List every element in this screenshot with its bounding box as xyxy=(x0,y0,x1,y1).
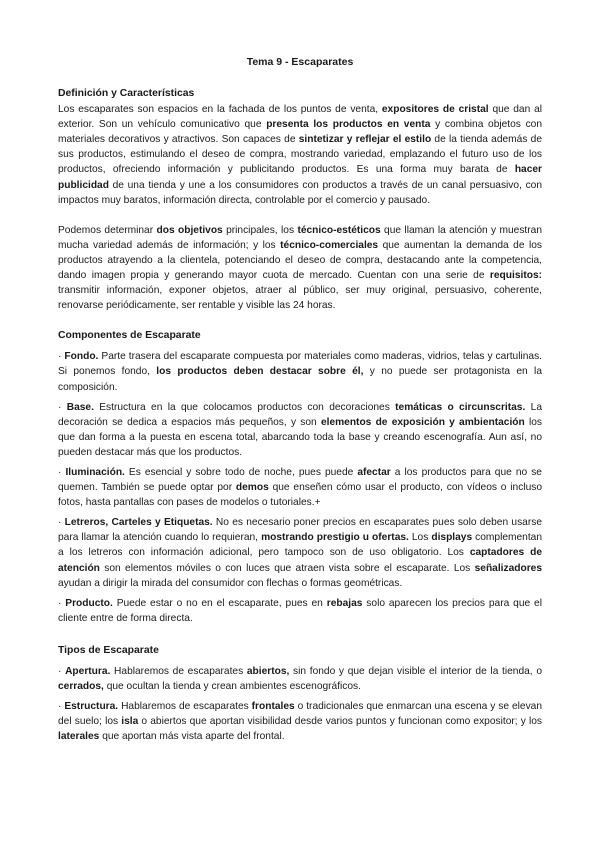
bold-phrase: rebajas xyxy=(326,597,363,609)
paragraph-definicion: Los escaparates son espacios en la fachada de los puntos de venta, expositores de cristal que dan al exterior. Son un vehículo comunicativo que presenta los productos en venta y combina objetos con materiales decorativos y atractivos. Son capaces de sintetizar y reflejar el estilo de la tienda además de sus productos, estimulando el deseo de compra, mostrando variedad, emplazando el futuro uso de los productos, ofreciendo información y publicitando productos. Es una forma muy barata de hacer publicidad de una tienda y une a los consumidores con productos a través de un canal persuasivo, con impactos muy baratos, información directa, controlable por el comercio y pausado. xyxy=(58,104,543,206)
bold-phrase: demos xyxy=(235,482,269,494)
bold-phrase: señalizadores xyxy=(474,562,542,574)
bold-phrase: temáticas o circunscritas. xyxy=(395,401,526,413)
list-item-iluminacion: · Iluminación. Es esencial y sobre todo de noche, pues puede afectar a los productos para que no se quemen. También se puede optar por demos que enseñen cómo usar el producto, con vídeos o incluso fotos, hasta pantallas con pases de modelos o tutoriales.+ xyxy=(58,466,543,509)
bold-phrase: Letreros, Carteles y Etiquetas. xyxy=(64,517,213,529)
list-item-base: · Base. Estructura en la que colocamos productos con decoraciones temáticas o circunscritas. La decoración se dedica a espacios más pequeños, y son elementos de exposición y ambientación los que dan forma a la puesta en escena total, abarcando toda la base y creando escenografía. Aun así, no pueden destacar más que los productos. xyxy=(58,401,542,458)
bold-phrase: Apertura. xyxy=(65,665,111,677)
bold-phrase: laterales xyxy=(58,731,100,743)
document-title: Tema 9 - Escaparates xyxy=(246,56,354,68)
bold-phrase: cerrados, xyxy=(58,681,104,692)
bold-phrase: frontales xyxy=(251,701,295,713)
bold-phrase: técnico-estéticos xyxy=(297,224,381,236)
bold-phrase: requisitos: xyxy=(489,270,542,282)
section-heading-definicion: Definición y Características xyxy=(58,88,195,100)
bold-phrase: Base. xyxy=(66,401,94,413)
bold-phrase: dos objetivos xyxy=(156,224,223,236)
bold-phrase: técnico-comerciales xyxy=(280,239,379,251)
list-item-apertura: · Apertura. Hablaremos de escaparates abiertos, sin fondo y que dejan visible el interior de la tienda, o cerrados, que ocultan la tienda y crean ambientes escenográficos. xyxy=(58,665,542,692)
section-heading-componentes: Componentes de Escaparate xyxy=(58,330,201,342)
bold-phrase: elementos de exposición y ambientación xyxy=(320,416,525,428)
bold-phrase: captadores de atención xyxy=(58,547,542,574)
bold-phrase: hacer publicidad xyxy=(58,164,542,191)
bold-phrase: afectar xyxy=(357,466,391,478)
section-heading-tipos: Tipos de Escaparate xyxy=(58,644,159,656)
bold-phrase: displays xyxy=(431,532,473,544)
bold-phrase: los productos deben destacar sobre él, xyxy=(156,366,364,378)
bold-phrase: isla xyxy=(121,716,139,728)
list-item-producto: · Producto. Puede estar o no en el escaparate, pues en rebajas solo aparecen los precios para que el cliente entre de forma directa. xyxy=(58,597,542,624)
bold-phrase: sintetizar y reflejar el estilo xyxy=(298,134,432,146)
bold-phrase: expositores de cristal xyxy=(381,104,489,116)
bold-phrase: Iluminación. xyxy=(65,466,125,478)
bold-phrase: Estructura. xyxy=(64,701,119,713)
list-item-estructura: · Estructura. Hablaremos de escaparates frontales o tradicionales que enmarcan una escena y se elevan del suelo; los isla o abiertos que aportan visibilidad desde varios puntos y funcionan como expositor; y los laterales que aportan más vista aparte del frontal. xyxy=(58,701,543,743)
paragraph-objetivos: Podemos determinar dos objetivos principales, los técnico-estéticos que llaman la atención y muestran mucha variedad además de información; y los técnico-comerciales que aumentan la demanda de los productos atrayendo a la clientela, potenciando el deseo de compra, destacando ante la competencia, dando imagen propia y generando mayor cuota de mercado. Cuentan con una serie de requisitos: transmitir información, exponer objetos, atraer al público, ser muy original, persuasivo, coherente, renovarse periódicamente, ser rentable y visible las 24 horas. xyxy=(58,224,543,312)
list-item-fondo: · Fondo. Parte trasera del escaparate compuesta por materiales como maderas, vidrios, telas y cartulinas. Si ponemos fondo, los productos deben destacar sobre él, y no puede ser protagonista en la composición. xyxy=(58,351,542,393)
list-item-letreros: · Letreros, Carteles y Etiquetas. No es necesario poner precios en escaparates pues solo deben usarse para llamar la atención cuando lo requieran, mostrando prestigio u ofertas. Los displays complementan a los letreros con información adicional, pero tampoco son de uso obligatorio. Los captadores de atención son elementos móviles o con luces que atraen vista sobre el escaparate. Los señalizadores ayudan a dirigir la mirada del consumidor con flechas o formas geométricas. xyxy=(58,517,542,589)
bold-phrase: presenta los productos en venta xyxy=(266,119,431,131)
bold-phrase: Producto. xyxy=(65,597,113,609)
bold-phrase: Fondo. xyxy=(64,351,99,363)
bold-phrase: abiertos, xyxy=(246,665,290,677)
bold-phrase: mostrando prestigio u ofertas. xyxy=(261,532,409,544)
